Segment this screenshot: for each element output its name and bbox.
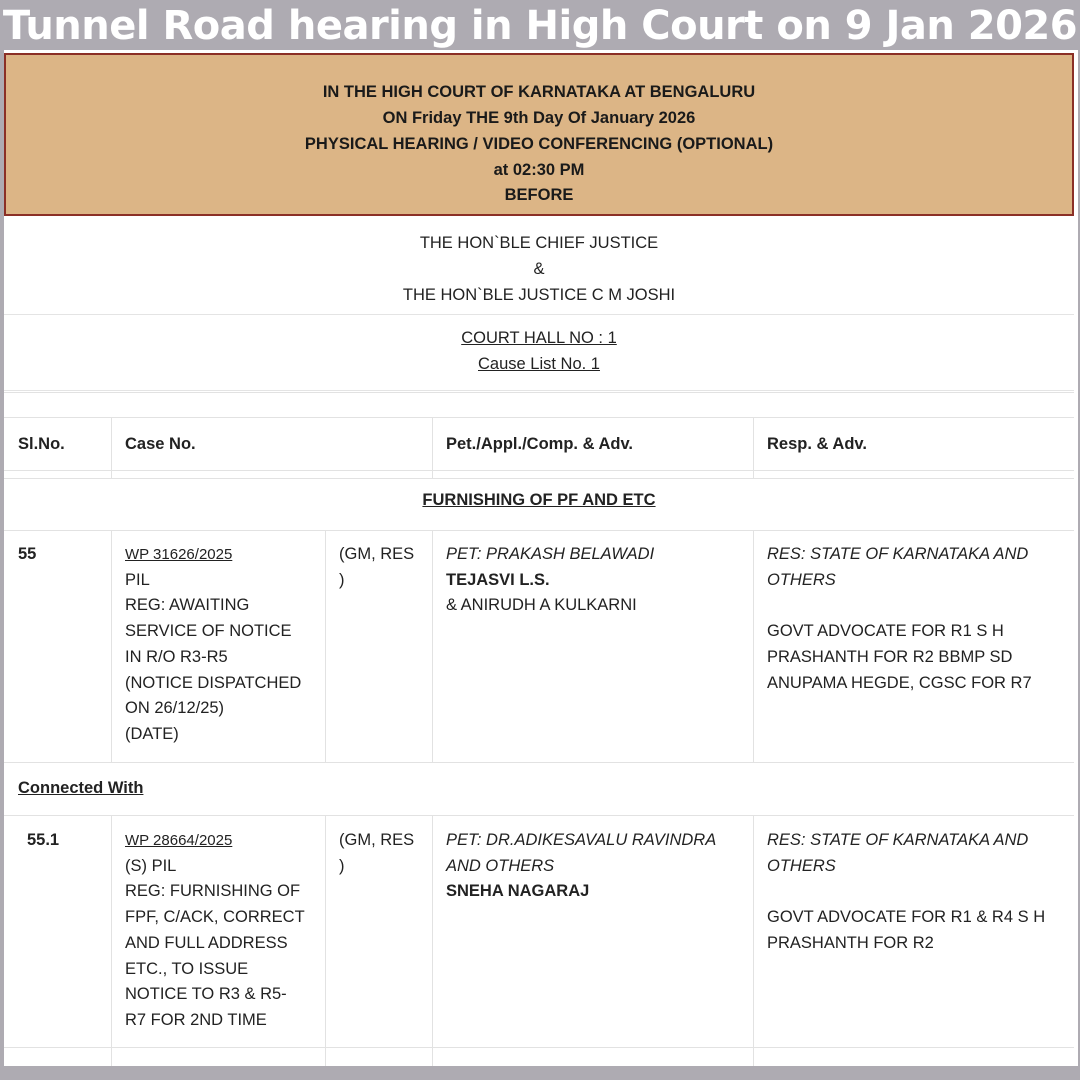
bench-block xyxy=(4,218,1074,315)
bench-line: THE HON`BLE CHIEF JUSTICE xyxy=(419,234,659,252)
respondent-details xyxy=(767,542,1032,696)
case-line: R7 FOR 2ND TIME xyxy=(125,1010,267,1029)
bottom-border xyxy=(0,1066,1080,1080)
divider xyxy=(4,417,1074,418)
column-divider xyxy=(111,815,112,1066)
spacer xyxy=(767,593,1032,619)
bench-line: & xyxy=(533,260,545,278)
case-category xyxy=(339,828,414,879)
petitioner-advocate: SNEHA NAGARAJ xyxy=(446,882,590,901)
column-divider xyxy=(753,530,754,762)
column-divider xyxy=(111,530,112,762)
respondent-advocate: PRASHANTH FOR R2 xyxy=(767,933,934,952)
case-details xyxy=(125,828,305,1034)
column-header-respondent: Resp. & Adv. xyxy=(767,435,867,453)
case-sl-no: 55 xyxy=(18,545,37,563)
respondent-advocate: ANUPAMA HEGDE, CGSC FOR R7 xyxy=(767,673,1032,692)
respondent-name: RES: STATE OF KARNATAKA AND xyxy=(767,545,1029,563)
case-line: PIL xyxy=(125,570,150,589)
case-line: IN R/O R3-R5 xyxy=(125,647,228,666)
court-header-line: ON Friday THE 9th Day Of January 2026 xyxy=(382,109,696,127)
court-header xyxy=(4,53,1074,216)
case-line: (NOTICE DISPATCHED xyxy=(125,673,302,692)
column-divider xyxy=(325,530,326,762)
column-header-petitioner: Pet./Appl./Comp. & Adv. xyxy=(446,435,634,453)
divider xyxy=(4,478,1074,479)
petitioner-name: PET: DR.ADIKESAVALU RAVINDRA xyxy=(446,831,717,849)
case-line: ON 26/12/25) xyxy=(125,699,225,718)
cause-list-document xyxy=(4,50,1078,1066)
court-header-line: at 02:30 PM xyxy=(493,161,585,179)
case-sl-no: 55.1 xyxy=(27,831,60,849)
case-line: REG: AWAITING xyxy=(125,596,250,615)
case-line: (S) PIL xyxy=(125,856,177,875)
respondent-name: OTHERS xyxy=(767,570,836,589)
court-header-line: IN THE HIGH COURT OF KARNATAKA AT BENGALURU xyxy=(322,83,756,101)
column-divider xyxy=(432,530,433,762)
petitioner-details xyxy=(446,828,716,905)
petitioner-advocate: TEJASVI L.S. xyxy=(446,570,550,589)
column-divider xyxy=(432,417,433,478)
respondent-advocate: GOVT ADVOCATE FOR R1 S H xyxy=(767,622,1004,641)
case-category xyxy=(339,542,414,593)
case-details xyxy=(125,542,301,748)
court-header-line: PHYSICAL HEARING / VIDEO CONFERENCING (OPTIONAL) xyxy=(304,135,774,153)
spacer xyxy=(767,879,1045,905)
case-line: NOTICE TO R3 & R5- xyxy=(125,985,287,1004)
divider xyxy=(4,530,1074,531)
petitioner-name: PET: PRAKASH BELAWADI xyxy=(446,545,655,563)
category-line: (GM, RES xyxy=(339,831,415,849)
page-banner-title: Tunnel Road hearing in High Court on 9 Jan 2026 xyxy=(0,0,1080,50)
court-header-line: BEFORE xyxy=(504,186,574,204)
column-header-case-no: Case No. xyxy=(125,435,196,453)
case-line: FPF, C/ACK, CORRECT xyxy=(125,908,305,927)
divider xyxy=(4,470,1074,471)
case-line: ETC., TO ISSUE xyxy=(125,959,249,978)
case-number-link[interactable]: WP 28664/2025 xyxy=(125,832,233,849)
respondent-advocate: GOVT ADVOCATE FOR R1 & R4 S H xyxy=(767,908,1046,927)
category-line: ) xyxy=(339,570,345,589)
column-divider xyxy=(325,815,326,1066)
column-divider xyxy=(111,417,112,478)
divider xyxy=(4,392,1074,393)
case-line: REG: FURNISHING OF xyxy=(125,882,301,901)
section-title: FURNISHING OF PF AND ETC xyxy=(422,491,656,509)
petitioner-details xyxy=(446,542,654,619)
court-hall-number: COURT HALL NO : 1 xyxy=(461,329,617,347)
divider xyxy=(4,815,1074,816)
category-line: (GM, RES xyxy=(339,545,415,563)
column-divider xyxy=(432,815,433,1066)
bench-line: THE HON`BLE JUSTICE C M JOSHI xyxy=(402,286,676,304)
divider xyxy=(4,762,1074,763)
case-line: (DATE) xyxy=(125,724,179,743)
respondent-name: OTHERS xyxy=(767,856,836,875)
category-line: ) xyxy=(339,856,345,875)
column-divider xyxy=(753,815,754,1066)
respondent-advocate: PRASHANTH FOR R2 BBMP SD xyxy=(767,647,1013,666)
respondent-details xyxy=(767,828,1045,957)
column-divider xyxy=(753,417,754,478)
petitioner-name: AND OTHERS xyxy=(446,856,555,875)
petitioner-advocate-extra: & ANIRUDH A KULKARNI xyxy=(446,596,637,615)
case-number-link[interactable]: WP 31626/2025 xyxy=(125,546,233,563)
connected-with-label: Connected With xyxy=(18,779,144,797)
case-line: AND FULL ADDRESS xyxy=(125,933,288,952)
column-header-sl-no: Sl.No. xyxy=(18,435,65,453)
divider xyxy=(4,1047,1074,1048)
respondent-name: RES: STATE OF KARNATAKA AND xyxy=(767,831,1029,849)
court-hall-block xyxy=(4,314,1074,391)
cause-list-number: Cause List No. 1 xyxy=(478,355,600,373)
case-line: SERVICE OF NOTICE xyxy=(125,622,292,641)
